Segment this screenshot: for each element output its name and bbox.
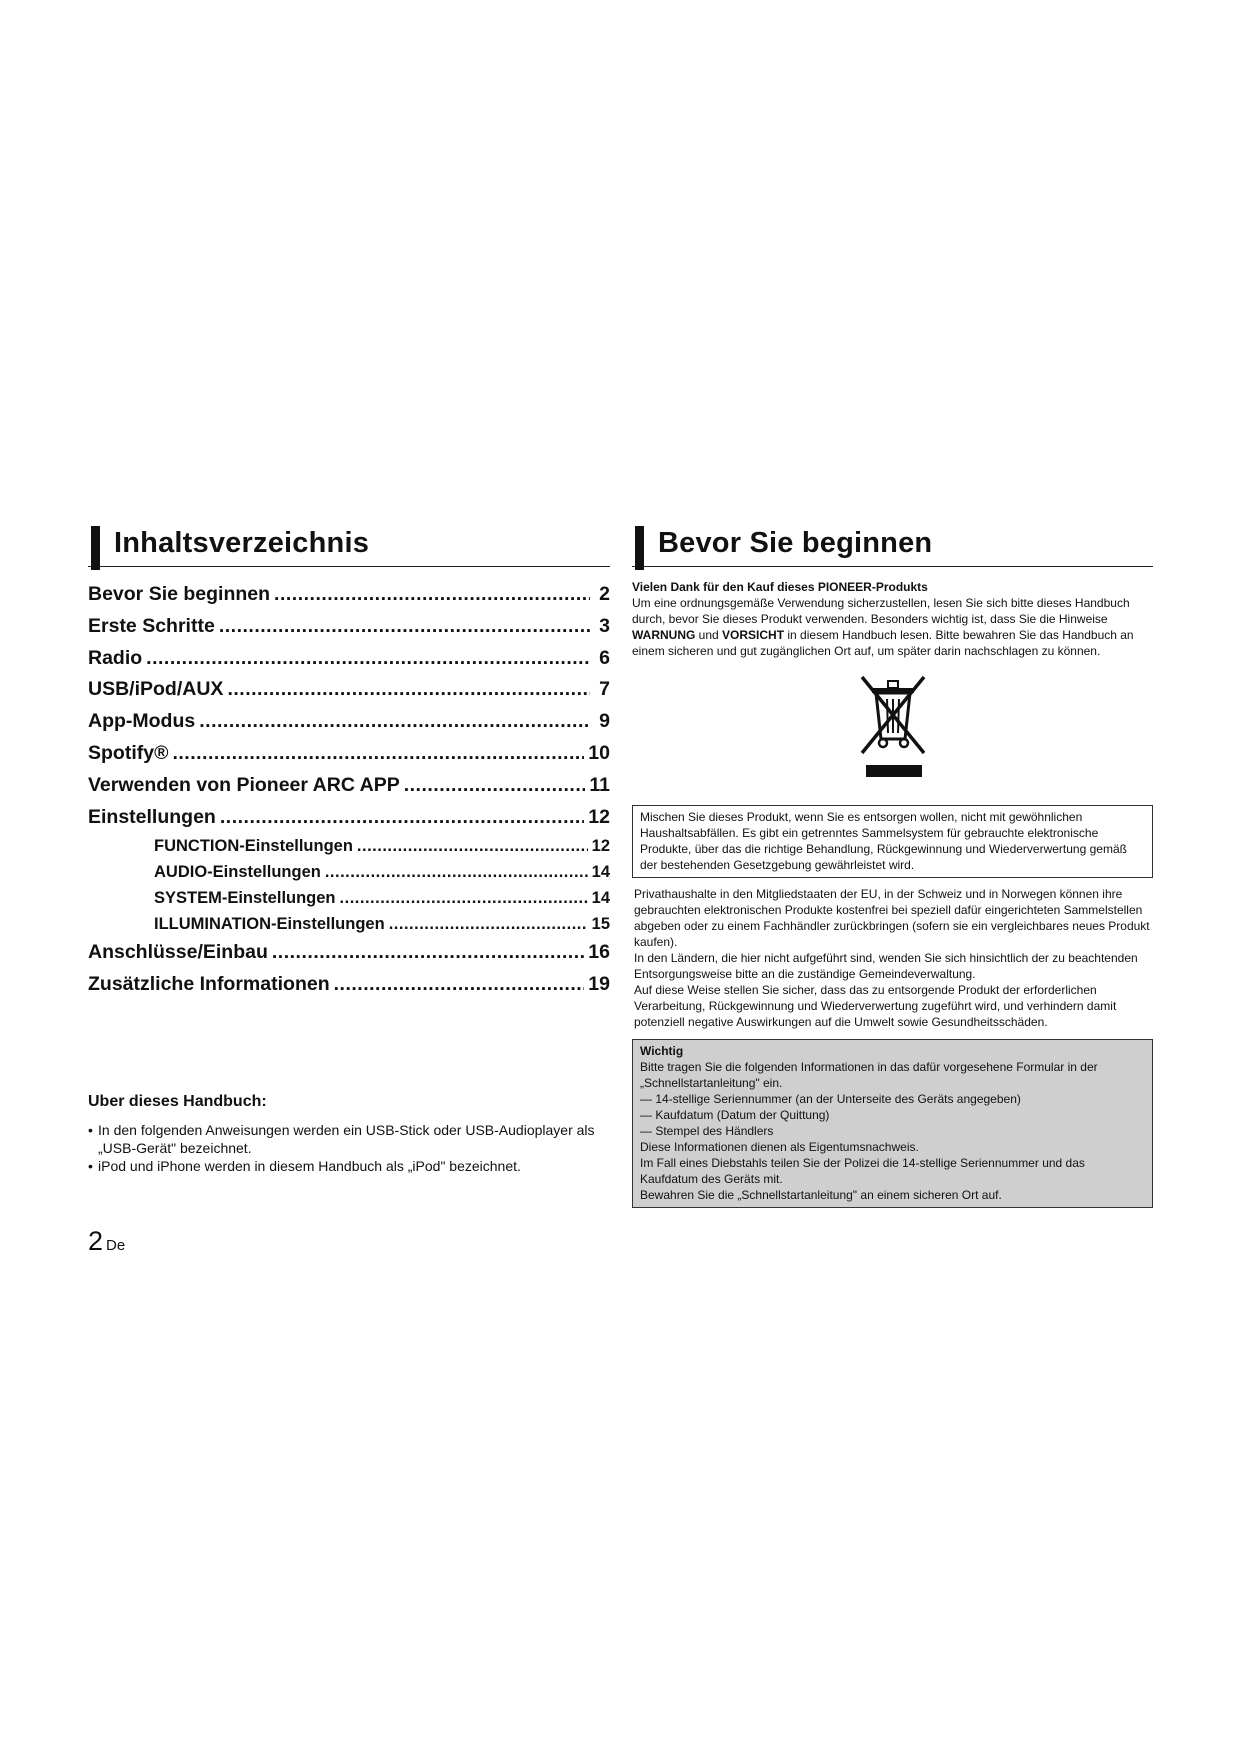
toc-leader-dots bbox=[357, 837, 588, 856]
toc-entry-page: 19 bbox=[588, 973, 610, 996]
toc-entry-label: App-Modus bbox=[88, 710, 196, 733]
toc-leader-dots bbox=[227, 678, 590, 701]
toc-entry-page: 7 bbox=[599, 678, 610, 701]
toc-leader-dots bbox=[334, 973, 585, 996]
toc-entry-page: 6 bbox=[599, 646, 610, 669]
toc-entry[interactable] bbox=[88, 647, 610, 679]
toc-entry-page: 3 bbox=[599, 614, 610, 637]
important-box bbox=[632, 1039, 1153, 1208]
toc-entry-label: Radio bbox=[88, 646, 143, 669]
important-title: Wichtig bbox=[640, 1044, 684, 1058]
toc-leader-dots bbox=[199, 710, 590, 733]
toc-entry[interactable] bbox=[88, 710, 610, 742]
toc-entry[interactable] bbox=[88, 941, 610, 973]
toc-entry[interactable] bbox=[88, 973, 610, 1005]
important-line: Im Fall eines Diebstahls teilen Sie der Polizei die 14-stellige Seriennummer und das Kaufdatum des Geräts mit. bbox=[640, 1156, 1085, 1186]
toc-entry-page: 16 bbox=[588, 941, 610, 964]
intro-text-a: Um eine ordnungsgemäße Verwendung sicherzustellen, lesen Sie sich bitte dieses Handbuch durch, bevor Sie dieses Produkt verwenden. Besonders wichtig ist, dass Sie die Hinweise bbox=[632, 596, 1130, 626]
toc-entry-page: 11 bbox=[589, 773, 610, 796]
weee-symbol bbox=[632, 673, 1153, 793]
page-number: 2 bbox=[88, 1226, 104, 1256]
toc-leader-dots bbox=[172, 742, 584, 765]
toc-entry[interactable] bbox=[88, 583, 610, 615]
toc-leader-dots bbox=[146, 647, 590, 670]
important-line: — Kaufdatum (Datum der Quittung) bbox=[640, 1108, 830, 1122]
toc-entry-page: 9 bbox=[599, 710, 610, 733]
toc-entry-page: 14 bbox=[591, 863, 610, 882]
toc-entry[interactable] bbox=[88, 615, 610, 647]
toc-subentry[interactable] bbox=[88, 889, 610, 915]
important-line: — 14-stellige Seriennummer (an der Unterseite des Geräts angegeben) bbox=[640, 1092, 1021, 1106]
toc-header bbox=[88, 524, 610, 567]
right-column bbox=[632, 524, 1153, 1208]
about-bullet-text: iPod und iPhone werden in diesem Handbuch als „iPod" bezeichnet. bbox=[98, 1157, 521, 1174]
toc-entry-page: 12 bbox=[588, 805, 610, 828]
intro-lead: Vielen Dank für den Kauf dieses PIONEER-Produkts bbox=[632, 580, 928, 594]
heading-bar bbox=[635, 526, 644, 570]
toc-entry[interactable] bbox=[88, 774, 610, 806]
heading-bar bbox=[91, 526, 100, 570]
toc-leader-dots bbox=[389, 915, 588, 934]
intro-text-c: in diesem Handbuch lesen. Bitte bewahren Sie das Handbuch an einem sicheren und gut zugänglichen Ort auf, um später darin nachschlagen zu können. bbox=[632, 628, 1134, 658]
toc-entry-label: AUDIO-Einstellungen bbox=[154, 863, 321, 882]
about-bullet bbox=[88, 1157, 610, 1175]
toc-entry-label: SYSTEM-Einstellungen bbox=[154, 889, 336, 908]
bullet-dot: • bbox=[88, 1157, 93, 1174]
about-manual bbox=[88, 1093, 610, 1175]
toc-list bbox=[88, 583, 610, 1005]
toc-entry-page: 14 bbox=[591, 889, 610, 908]
intro-text bbox=[632, 579, 1153, 659]
toc-entry[interactable] bbox=[88, 806, 610, 838]
crossed-out-wheelie-bin-icon bbox=[858, 673, 928, 779]
toc-entry-label: Anschlüsse/Einbau bbox=[88, 941, 268, 964]
about-bullet-text: In den folgenden Anweisungen werden ein USB-Stick oder USB-Audioplayer als „USB-Gerät" bezeichnet. bbox=[98, 1121, 595, 1156]
toc-entry[interactable] bbox=[88, 678, 610, 710]
warning-word: WARNUNG bbox=[632, 628, 696, 642]
bullet-dot: • bbox=[88, 1121, 93, 1138]
toc-leader-dots bbox=[340, 889, 588, 908]
toc-entry-label: Erste Schritte bbox=[88, 614, 215, 637]
toc-entry-label: Einstellungen bbox=[88, 805, 216, 828]
intro-header bbox=[632, 524, 1153, 567]
toc-entry-label: USB/iPod/AUX bbox=[88, 678, 224, 701]
important-line: — Stempel des Händlers bbox=[640, 1124, 774, 1138]
intro-title: Bevor Sie beginnen bbox=[658, 527, 933, 559]
left-column bbox=[88, 524, 610, 1175]
about-bullet bbox=[88, 1121, 610, 1157]
disposal-paragraph: Auf diese Weise stellen Sie sicher, dass das zu entsorgende Produkt der erforderlichen Verarbeitung, Rückgewinnung und Wiederverwertung zugeführt wird, und verhindern damit potenziell negative Auswirkungen auf die Umwelt sowie Gesundheitsschäden. bbox=[634, 983, 1117, 1029]
toc-title: Inhaltsverzeichnis bbox=[114, 527, 370, 559]
disposal-paragraph: In den Ländern, die hier nicht aufgeführt sind, wenden Sie sich hinsichtlich der zu beachtenden Entsorgungsweise bitte an die zuständige Gemeindeverwaltung. bbox=[634, 951, 1138, 981]
toc-entry-label: FUNCTION-Einstellungen bbox=[154, 837, 353, 856]
toc-entry-label: Verwenden von Pioneer ARC APP bbox=[88, 773, 400, 796]
toc-subentry[interactable] bbox=[88, 837, 610, 863]
toc-leader-dots bbox=[272, 941, 584, 964]
disposal-info bbox=[634, 886, 1153, 1030]
important-line: Bewahren Sie die „Schnellstartanleitung" an einem sicheren Ort auf. bbox=[640, 1188, 1002, 1202]
toc-leader-dots bbox=[325, 863, 588, 882]
toc-subentry[interactable] bbox=[88, 915, 610, 941]
toc-leader-dots bbox=[274, 583, 590, 606]
toc-entry-page: 10 bbox=[588, 741, 610, 764]
toc-leader-dots bbox=[220, 806, 584, 829]
intro-paragraph bbox=[632, 595, 1153, 659]
toc-entry-label: Spotify® bbox=[88, 741, 169, 764]
weee-notice-text: Mischen Sie dieses Produkt, wenn Sie es entsorgen wollen, nicht mit gewöhnlichen Haushaltsabfällen. Es gibt ein getrenntes Sammelsystem für gebrauchte elektronische Produkte, über das die richtige Behandlung, Rückgewinnung und Wiederverwertung gemäß der bestehenden Gesetzgebung gewährleistet wird. bbox=[640, 810, 1127, 872]
toc-entry-page: 15 bbox=[591, 915, 610, 934]
language-code: De bbox=[106, 1237, 126, 1254]
toc-entry-label: Zusätzliche Informationen bbox=[88, 973, 330, 996]
toc-leader-dots bbox=[404, 774, 586, 797]
about-title: Uber dieses Handbuch: bbox=[88, 1092, 267, 1110]
intro-text-b: und bbox=[695, 628, 723, 642]
toc-entry-page: 2 bbox=[599, 583, 610, 605]
toc-entry-label: Bevor Sie beginnen bbox=[88, 583, 271, 605]
toc-entry[interactable] bbox=[88, 742, 610, 774]
important-line: Bitte tragen Sie die folgenden Informationen in das dafür vorgesehene Formular in der „Schnellstartanleitung" ein. bbox=[640, 1060, 1098, 1090]
caution-word: VORSICHT bbox=[722, 628, 785, 642]
weee-notice-box bbox=[632, 805, 1153, 878]
important-line: Diese Informationen dienen als Eigentumsnachweis. bbox=[640, 1140, 919, 1154]
toc-subentry[interactable] bbox=[88, 863, 610, 889]
toc-leader-dots bbox=[219, 615, 590, 638]
disposal-paragraph: Privathaushalte in den Mitgliedstaaten der EU, in der Schweiz und in Norwegen können ihre gebrauchten elektronischen Produkte kostenfrei bei speziell dafür eingerichteten Sammelstellen abgeben oder zu einem Fachhändler zurückbringen (sofern sie ein vergleichbares neues Produkt kaufen). bbox=[634, 887, 1150, 949]
toc-entry-page: 12 bbox=[591, 837, 610, 856]
page-footer bbox=[88, 1226, 125, 1257]
toc-entry-label: ILLUMINATION-Einstellungen bbox=[154, 915, 385, 934]
